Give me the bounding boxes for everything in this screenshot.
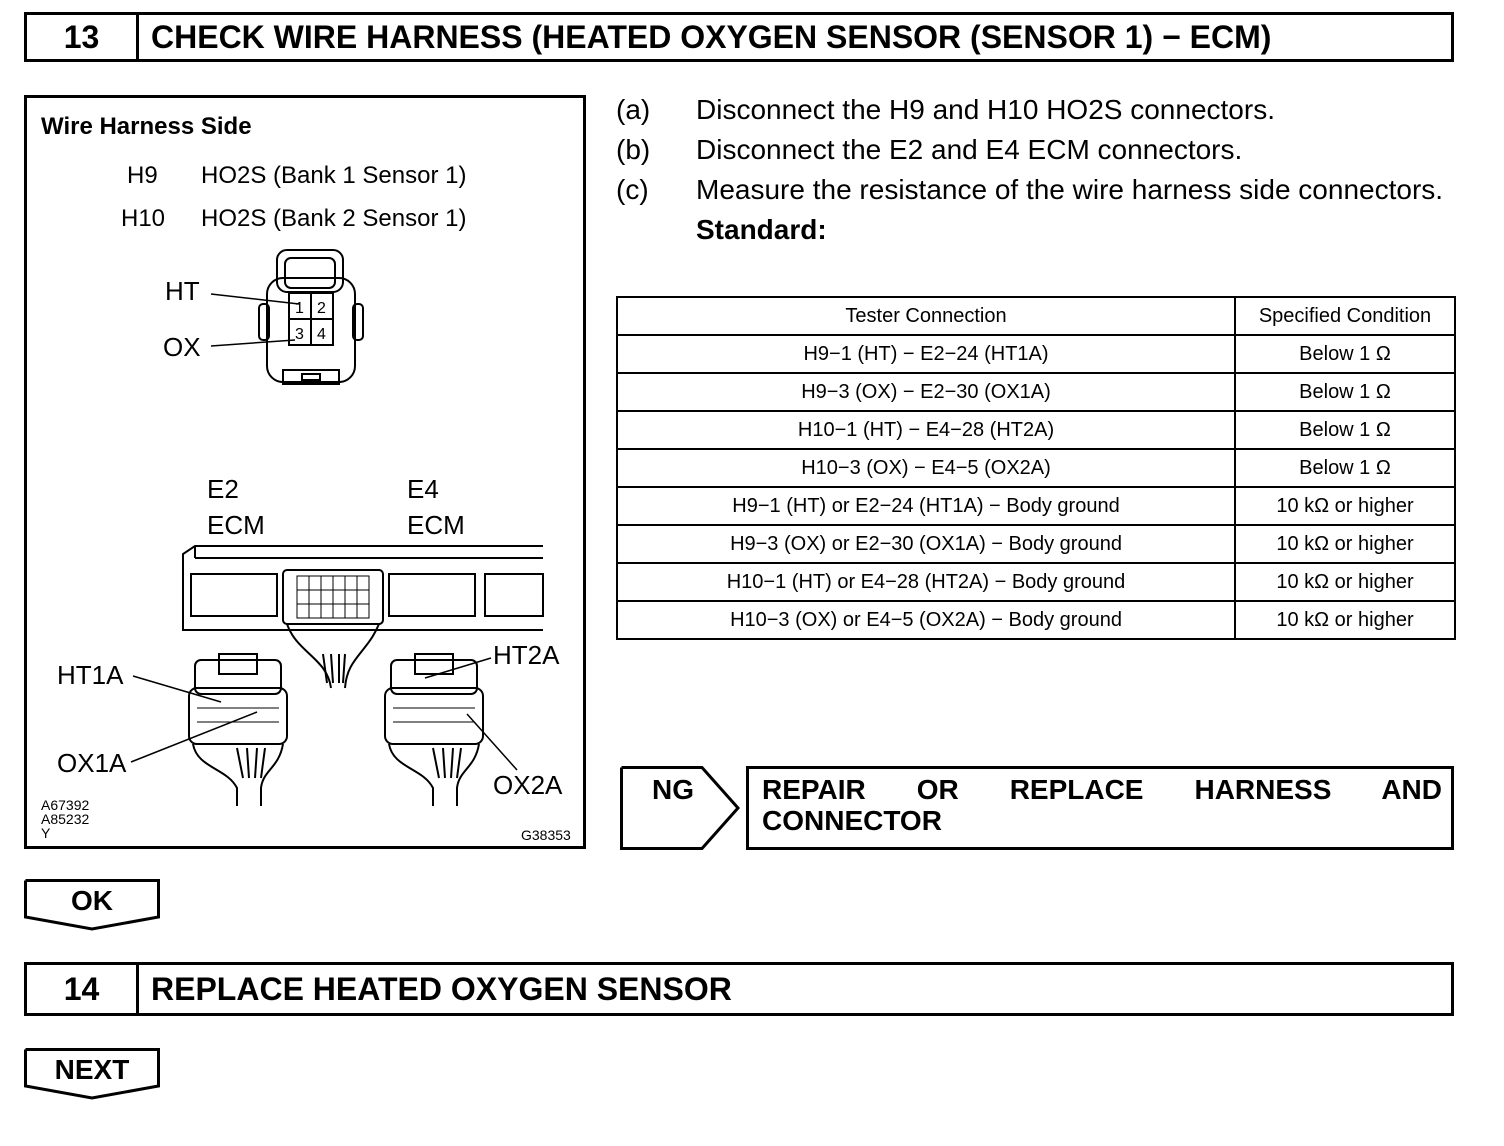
instruction-letter: (c): [616, 174, 649, 205]
pin-label-ox: OX: [163, 332, 201, 362]
instruction-letter: (a): [616, 94, 651, 125]
ecm-connector-drawing: [183, 546, 543, 688]
step-title: CHECK WIRE HARNESS (HEATED OXYGEN SENSOR (SENSOR 1) − ECM): [151, 18, 1272, 55]
standard-label: Standard:: [696, 214, 827, 245]
step-13-header: [24, 12, 1454, 62]
connector-label-ecm: ECM: [207, 510, 265, 540]
step-title: REPLACE HEATED OXYGEN SENSOR: [151, 970, 732, 1007]
connector-code: H10: [121, 205, 166, 232]
step-14-header: [24, 962, 1454, 1016]
specified-condition: 10 kΩ or higher: [1235, 563, 1455, 601]
tester-connection: H9−3 (OX) or E2−30 (OX1A) − Body ground: [617, 525, 1235, 563]
instruction-letter: (b): [616, 134, 651, 165]
table-header-row: [617, 297, 1455, 335]
table-row: [617, 335, 1455, 373]
specified-condition: Below 1 Ω: [1235, 449, 1455, 487]
spec-table: [616, 296, 1456, 640]
next-button[interactable]: [24, 1048, 160, 1100]
tester-connection: H10−3 (OX) − E4−5 (OX2A): [617, 449, 1235, 487]
tester-connection: H9−1 (HT) or E2−24 (HT1A) − Body ground: [617, 487, 1235, 525]
connector-label-e4: E4: [407, 474, 439, 504]
ng-branch: [620, 766, 1454, 850]
table-row: [617, 525, 1455, 563]
specified-condition: 10 kΩ or higher: [1235, 487, 1455, 525]
specified-condition: 10 kΩ or higher: [1235, 525, 1455, 563]
pin-number: 3: [295, 326, 304, 343]
instruction-item: [616, 90, 1466, 130]
step-number: 14: [27, 965, 139, 1013]
table-row: [617, 563, 1455, 601]
instruction-text: Disconnect the E2 and E4 ECM connectors.: [696, 134, 1243, 165]
pin-number: 4: [317, 326, 326, 343]
ho2s-connector-drawing: [259, 250, 363, 384]
reference-code: A67392: [41, 797, 90, 813]
step-number: 13: [27, 15, 139, 59]
connector-code: H9: [127, 162, 158, 189]
figure-heading: Wire Harness Side: [41, 113, 252, 140]
connector-desc: HO2S (Bank 2 Sensor 1): [201, 205, 467, 232]
tester-connection: H10−1 (HT) − E4−28 (HT2A): [617, 411, 1235, 449]
ng-result-text: REPAIR OR REPLACE HARNESS AND CONNECTOR: [762, 774, 1442, 836]
specified-condition: Below 1 Ω: [1235, 373, 1455, 411]
tester-connection: H9−1 (HT) − E2−24 (HT1A): [617, 335, 1235, 373]
connector-label-e2: E2: [207, 474, 239, 504]
instruction-item: [616, 130, 1466, 170]
specified-condition: Below 1 Ω: [1235, 411, 1455, 449]
wire-harness-diagram: [24, 95, 586, 849]
callout-ox2a: OX2A: [493, 770, 563, 800]
pin-label-ht: HT: [165, 276, 200, 306]
column-header: Tester Connection: [617, 297, 1235, 335]
table-row: [617, 487, 1455, 525]
harness-connector-e2: [189, 654, 287, 806]
table-row: [617, 601, 1455, 639]
instruction-item: [616, 170, 1466, 210]
callout-ht2a: HT2A: [493, 640, 560, 670]
callout-ox1a: OX1A: [57, 748, 127, 778]
ok-button[interactable]: [24, 879, 160, 931]
harness-connector-e4: [385, 654, 483, 806]
tester-connection: H10−1 (HT) or E4−28 (HT2A) − Body ground: [617, 563, 1235, 601]
reference-code: A85232: [41, 811, 90, 827]
figure-id: G38353: [521, 827, 571, 843]
connector-label-ecm: ECM: [407, 510, 465, 540]
tester-connection: H10−3 (OX) or E4−5 (OX2A) − Body ground: [617, 601, 1235, 639]
specified-condition: Below 1 Ω: [1235, 335, 1455, 373]
instruction-text: Disconnect the H9 and H10 HO2S connectors.: [696, 94, 1275, 125]
specified-condition: 10 kΩ or higher: [1235, 601, 1455, 639]
tester-connection: H9−3 (OX) − E2−30 (OX1A): [617, 373, 1235, 411]
ok-button-label: OK: [71, 885, 113, 916]
table-row: [617, 449, 1455, 487]
pin-number: 2: [317, 300, 326, 317]
ng-label: NG: [652, 774, 694, 805]
column-header: Specified Condition: [1235, 297, 1455, 335]
callout-ht1a: HT1A: [57, 660, 124, 690]
pin-number: 1: [295, 300, 304, 317]
reference-code: Y: [41, 825, 51, 841]
instruction-list: [616, 90, 1466, 250]
table-row: [617, 373, 1455, 411]
connector-desc: HO2S (Bank 1 Sensor 1): [201, 162, 467, 189]
instruction-text: Measure the resistance of the wire harness side connectors.: [696, 174, 1444, 205]
table-row: [617, 411, 1455, 449]
next-button-label: NEXT: [54, 1054, 130, 1085]
